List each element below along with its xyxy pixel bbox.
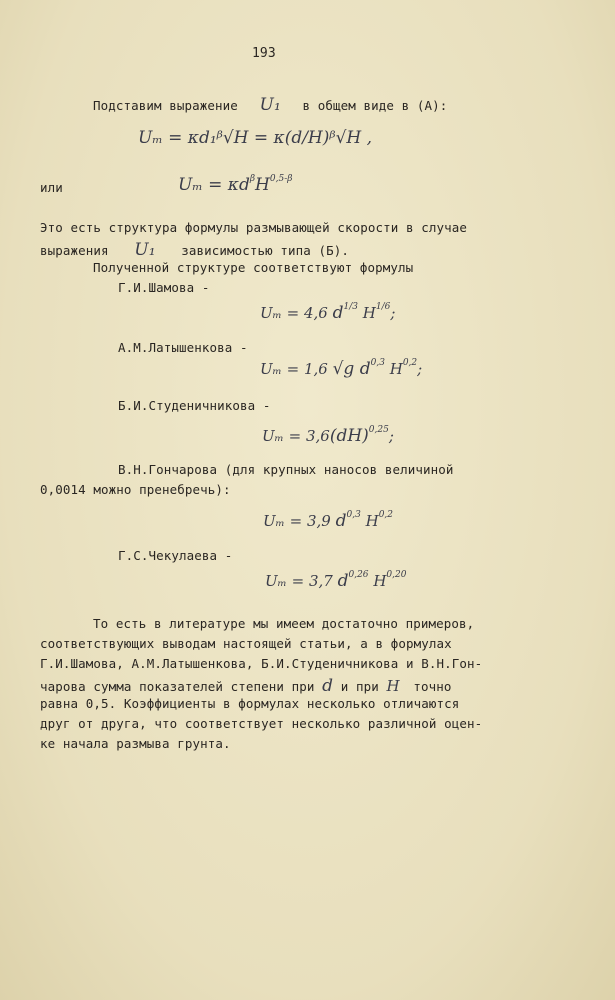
formula-alt-base: Uₘ = κd bbox=[178, 175, 250, 195]
formula-body: d bbox=[337, 571, 349, 591]
or-word: или bbox=[40, 180, 63, 195]
formula-main: Uₘ = κd₁ᵝ√H = κ(d/H)ᵝ√H , bbox=[138, 128, 373, 148]
author-shamov: Г.И.Шамова - bbox=[118, 280, 210, 295]
formula-exp2: 0,2 bbox=[378, 510, 394, 520]
conclusion-line-4 bbox=[40, 676, 451, 696]
formula-body: (dH) bbox=[329, 426, 369, 446]
formula-tail: ; bbox=[390, 304, 396, 322]
formula-chekulaev bbox=[265, 570, 406, 591]
formula-exp2: 1/6 bbox=[375, 302, 391, 312]
page-number: 193 bbox=[252, 46, 276, 61]
structure-line-3: Полученной структуре соответствуют формулы bbox=[93, 260, 414, 275]
structure-line-1: Это есть структура формулы размывающей скорости в случае bbox=[40, 220, 468, 235]
formula-tail: ; bbox=[388, 427, 394, 445]
symbol-h: H bbox=[386, 677, 400, 695]
formula-body: d bbox=[332, 303, 344, 323]
formula-latyshenkov bbox=[260, 358, 422, 379]
formula-exp1: 0,25 bbox=[368, 425, 389, 435]
formula-studenichnikov bbox=[262, 425, 394, 446]
structure-line-2-symbol: U₁ bbox=[134, 240, 156, 260]
formula-exp1: 0,3 bbox=[370, 358, 385, 368]
conclusion-line-2: соответствующих выводам настоящей статьи, а в формулах bbox=[40, 636, 452, 651]
conclusion-line-1: То есть в литературе мы имеем достаточно примеров, bbox=[93, 616, 475, 631]
formula-alt-exp1: β bbox=[249, 174, 256, 184]
formula-goncharov bbox=[263, 510, 393, 531]
formula-lhs: Uₘ = 3,7 bbox=[265, 572, 333, 590]
formula-exp1: 0,3 bbox=[346, 510, 361, 520]
intro-line bbox=[93, 95, 447, 115]
author-latyshenkov: А.М.Латышенкова - bbox=[118, 340, 248, 355]
structure-line-2 bbox=[40, 240, 349, 260]
formula-lhs: Uₘ = 1,6 bbox=[260, 360, 328, 378]
formula-tail: ; bbox=[417, 360, 423, 378]
formula-exp1: 1/3 bbox=[343, 302, 358, 312]
formula-lhs: Uₘ = 3,6 bbox=[262, 427, 330, 445]
author-studenichnikov: Б.И.Студеничникова - bbox=[118, 398, 271, 413]
conclusion-line-7: ке начала размыва грунта. bbox=[40, 736, 231, 751]
formula-exp2: 0,2 bbox=[402, 358, 418, 368]
formula-body: √g d bbox=[332, 359, 371, 379]
formula-alt bbox=[178, 174, 292, 195]
structure-line-2-pre: выражения bbox=[40, 243, 117, 258]
symbol-d: d bbox=[322, 676, 334, 696]
formula-mid: H bbox=[362, 304, 376, 322]
formula-exp2: 0,20 bbox=[386, 570, 407, 580]
formula-lhs: Uₘ = 3,9 bbox=[263, 512, 331, 530]
formula-shamov bbox=[260, 302, 395, 323]
intro-post: в общем виде в (А): bbox=[294, 98, 448, 113]
formula-body: d bbox=[335, 511, 347, 531]
intro-pre: Подставим выражение bbox=[93, 98, 246, 113]
author-goncharov-cont: 0,0014 можно пренебречь): bbox=[40, 482, 231, 497]
conclusion-line-5: равна 0,5. Коэффициенты в формулах несколько отличаются bbox=[40, 696, 460, 711]
author-chekulaev: Г.С.Чекулаева - bbox=[118, 548, 233, 563]
intro-symbol: U₁ bbox=[259, 95, 281, 115]
conclusion-line-4-pre: чарова сумма показателей степени при bbox=[40, 679, 323, 694]
conclusion-line-6: друг от друга, что соответствует несколько различной оцен- bbox=[40, 716, 483, 731]
formula-lhs: Uₘ = 4,6 bbox=[260, 304, 328, 322]
formula-alt-exp2: 0,5-β bbox=[269, 174, 293, 184]
conclusion-line-3: Г.И.Шамова, А.М.Латышенкова, Б.И.Студеничникова и В.Н.Гон- bbox=[40, 656, 483, 671]
conclusion-line-4-post: точно bbox=[405, 679, 452, 694]
formula-mid: H bbox=[365, 512, 379, 530]
formula-exp1: 0,26 bbox=[348, 570, 369, 580]
formula-mid: H bbox=[373, 572, 387, 590]
formula-mid: H bbox=[389, 360, 403, 378]
conclusion-line-4-mid: и при bbox=[333, 679, 387, 694]
formula-alt-mid: H bbox=[255, 175, 270, 195]
author-goncharov: В.Н.Гончарова (для крупных наносов величиной bbox=[118, 462, 454, 477]
structure-line-2-post: зависимостью типа (Б). bbox=[173, 243, 349, 258]
